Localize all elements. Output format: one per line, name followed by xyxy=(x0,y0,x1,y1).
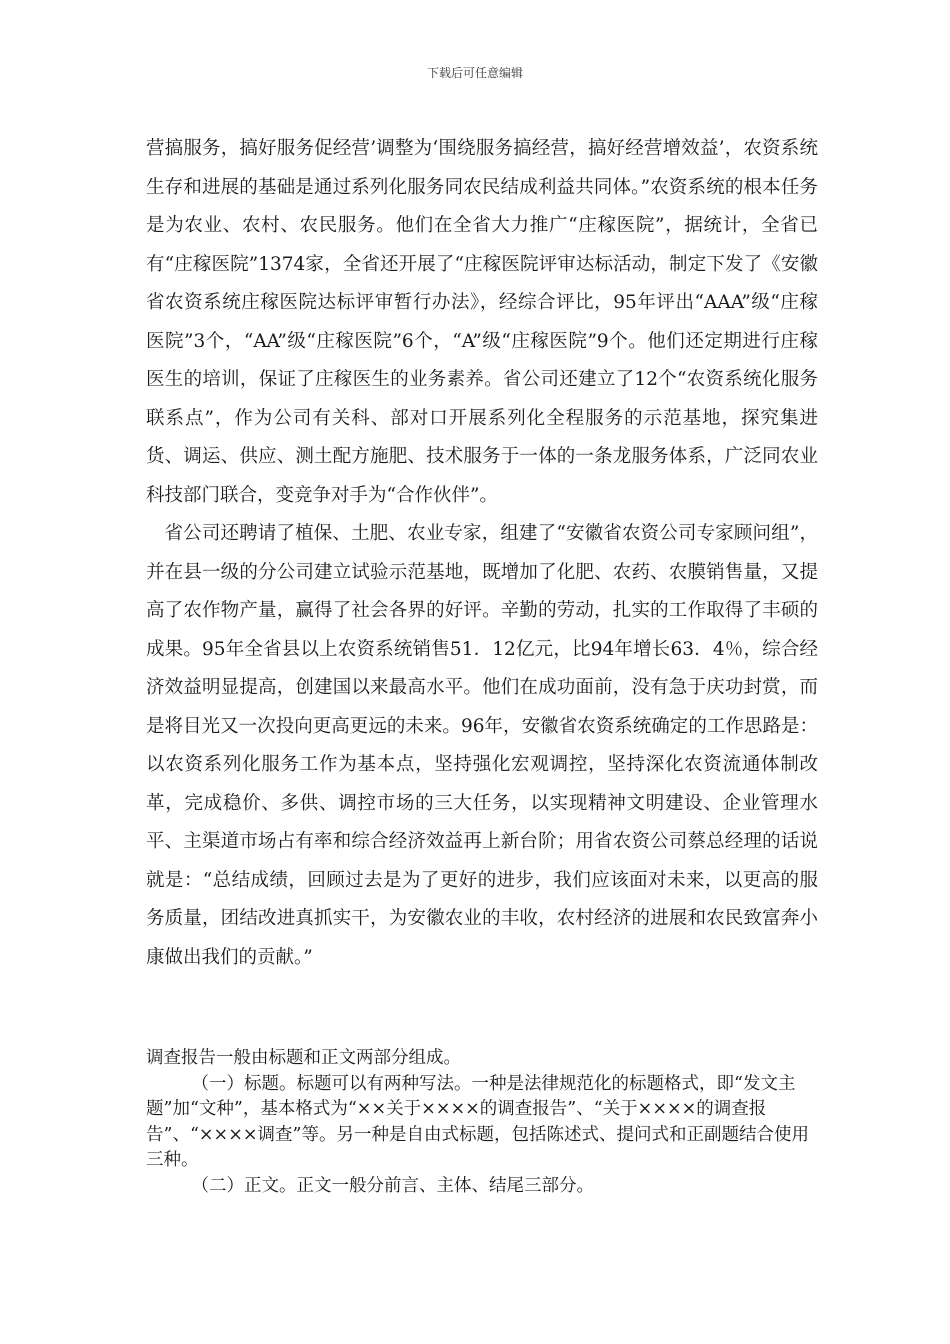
article-paragraph-1: 营搞服务，搞好服务促经营’调整为‘围绕服务搞经营，搞好经营增效益’，农资系统生存和进展的基础是通过系列化服务同农民结成利益共同体。”农资系统的根本任务是为农业、农村、农民服务。他们在全省大力推广“庄稼医院”，据统计，全省已有“庄稼医院”1374家，全省还开展了“庄稼医院评审达标活动，制定下发了《安徽省农资系统庄稼医院达标评审暂行办法》，经综合评比，95年评出“AAA”级“庄稼医院”3个，“AA”级“庄稼医院”6个，“A”级“庄稼医院”9个。他们还定期进行庄稼医生的培训，保证了庄稼医生的业务素养。省公司还建立了12个“农资系统化服务联系点”，作为公司有关科、部对口开展系列化全程服务的示范基地，探究集进货、调运、供应、测土配方施肥、技术服务于一体的一条龙服务体系，广泛同农业科技部门联合，变竞争对手为“合作伙伴”。 xyxy=(146,138,818,506)
article-paragraph-2: 省公司还聘请了植保、土肥、农业专家，组建了“安徽省农资公司专家顾问组”，并在县一级的分公司建立试验示范基地，既增加了化肥、农药、农膜销售量，又提高了农作物产量，赢得了社会各界的好评。辛勤的劳动，扎实的工作取得了丰硕的成果。95年全省县以上农资系统销售51．12亿元，比94年增长63．4％，综合经济效益明显提高，创建国以来最高水平。他们在成功面前，没有急于庆功封赏，而是将目光又一次投向更高更远的未来。96年，安徽省农资系统确定的工作思路是：以农资系列化服务工作为基本点，坚持强化宏观调控，坚持深化农资流通体制改革，完成稳价、多供、调控市场的三大任务，以实现精神文明建设、企业管理水平、主渠道市场占有率和综合经济效益再上新台阶；用省农资公司蔡总经理的话说就是：“总结成绩，回顾过去是为了更好的进步，我们应该面对未来，以更高的服务质量，团结改进真抓实干，为安徽农业的丰收，农村经济的进展和农民致富奔小康做出我们的贡献。” xyxy=(146,523,818,968)
article-body xyxy=(146,130,818,977)
report-title-item: （一）标题。标题可以有两种写法。一种是法律规范化的标题格式，即“发文主题”加“文种”，基本格式为“××关于××××的调查报告”、“关于××××的调查报告”、“××××调查”等。另一种是自由式标题，包括陈述式、提问式和正副题结合使用三种。 xyxy=(146,1073,809,1170)
report-intro: 调查报告一般由标题和正文两部分组成。 xyxy=(146,1048,461,1068)
page-header: 下载后可任意编辑 xyxy=(426,66,523,80)
report-body-item: （二）正文。正文一般分前言、主体、结尾三部分。 xyxy=(191,1175,594,1196)
report-format-notes xyxy=(146,1046,818,1199)
